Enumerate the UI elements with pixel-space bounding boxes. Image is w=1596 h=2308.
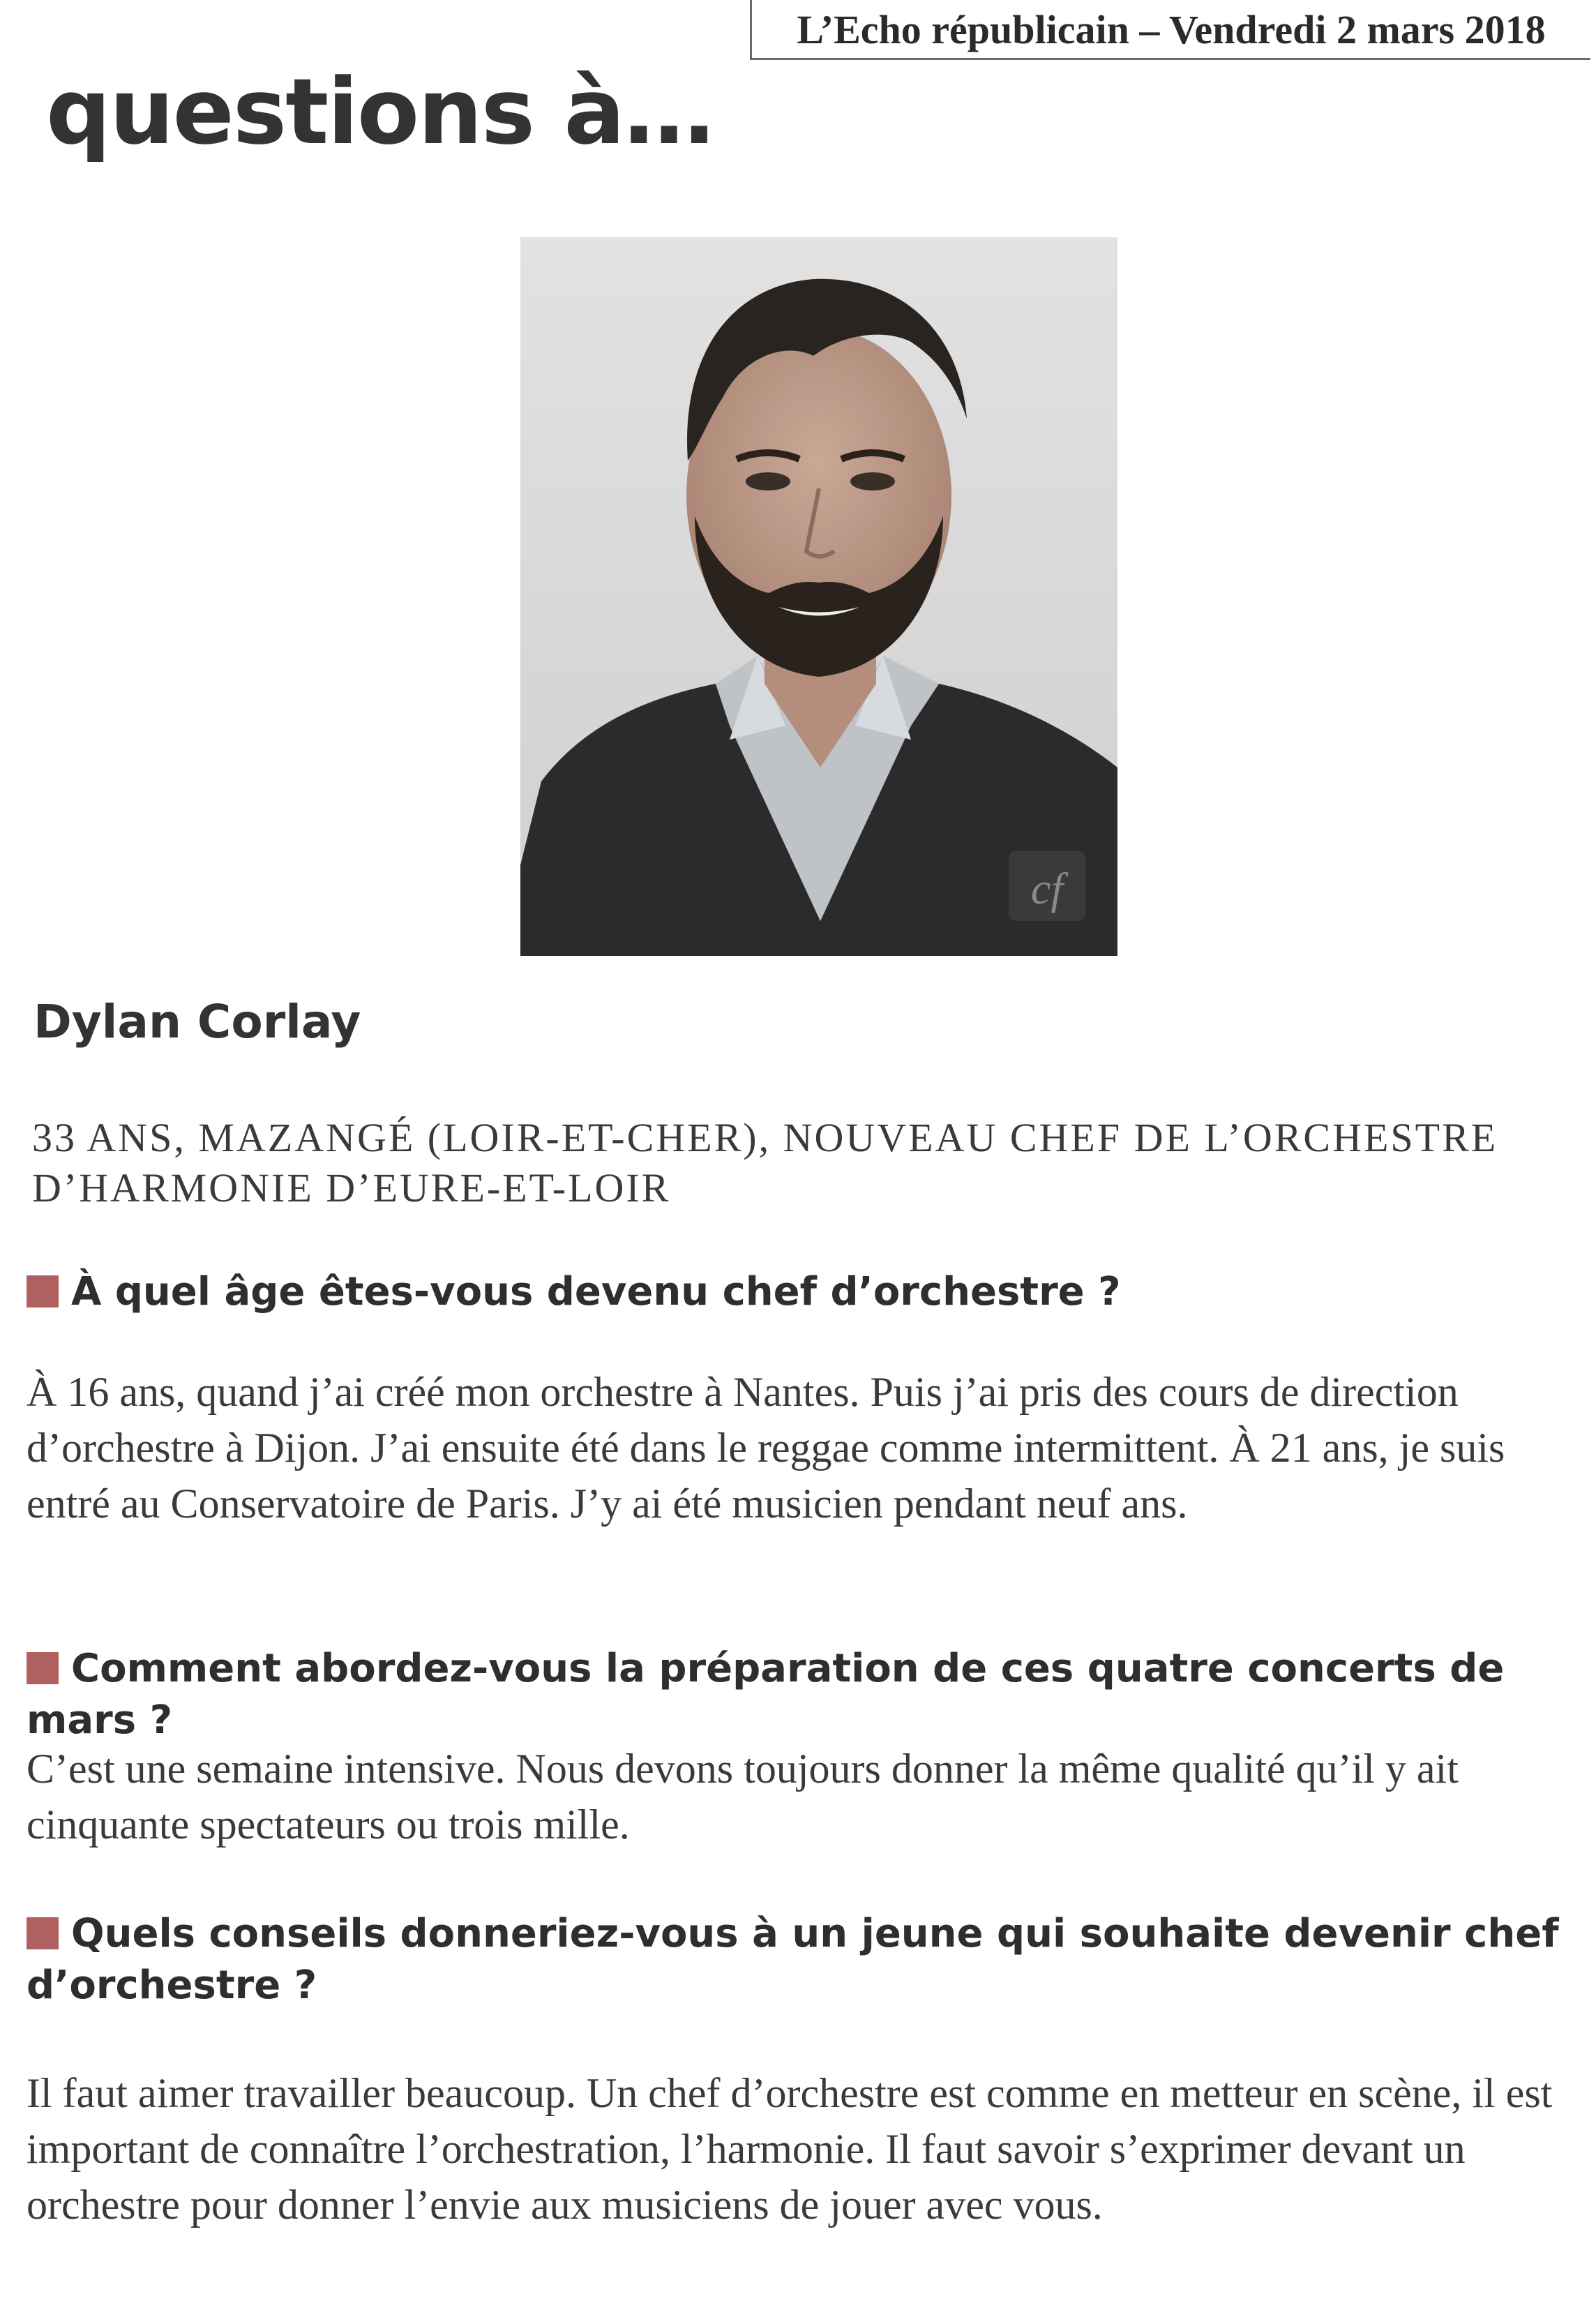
square-bullet-icon: [27, 1917, 59, 1949]
portrait-photo: [520, 237, 1117, 956]
question-1-text: À quel âge êtes-vous devenu chef d’orchestre ?: [71, 1269, 1121, 1314]
newspaper-masthead: L’Echo républicain – Vendredi 2 mars 2018: [750, 0, 1590, 60]
rubric-title: questions à…: [46, 59, 714, 165]
question-3: [27, 1908, 1561, 2011]
square-bullet-icon: [27, 1652, 59, 1684]
answer-2: C’est une semaine intensive. Nous devons toujours donner la même qualité qu’il y ait cinquante spectateurs ou trois mille.: [27, 1746, 1459, 1848]
answer-3: Il faut aimer travailler beaucoup. Un chef d’orchestre est comme en metteur en scène, il est important de connaître l’orchestration, l’harmonie. Il faut savoir s’exprimer devant un orchestre pour donner l’envie aux musiciens de jouer avec vous.: [27, 2070, 1553, 2228]
question-3-text: Quels conseils donneriez-vous à un jeune qui souhaite devenir chef d’orchestre ?: [27, 1911, 1559, 2008]
portrait-illustration: [520, 237, 1117, 956]
person-subtitle: 33 ANS, MAZANGÉ (LOIR-ET-CHER), NOUVEAU CHEF DE L’ORCHESTRE D’HARMONIE D’EURE-ET-LOIR: [32, 1115, 1498, 1211]
person-name: Dylan Corlay: [33, 995, 361, 1049]
question-1: [27, 1266, 1561, 1318]
answer-1: À 16 ans, quand j’ai créé mon orchestre à Nantes. Puis j’ai pris des cours de direction d’orchestre à Dijon. J’ai ensuite été dans le reggae comme intermittent. À 21 ans, je suis entré au Conservatoire de Paris. J’y ai été musicien pendant neuf ans.: [27, 1369, 1505, 1527]
jacket-logo: cf: [1030, 864, 1064, 913]
question-2: [27, 1643, 1561, 1746]
square-bullet-icon: [27, 1275, 59, 1307]
question-2-text: Comment abordez-vous la préparation de ces quatre concerts de mars ?: [27, 1646, 1505, 1743]
